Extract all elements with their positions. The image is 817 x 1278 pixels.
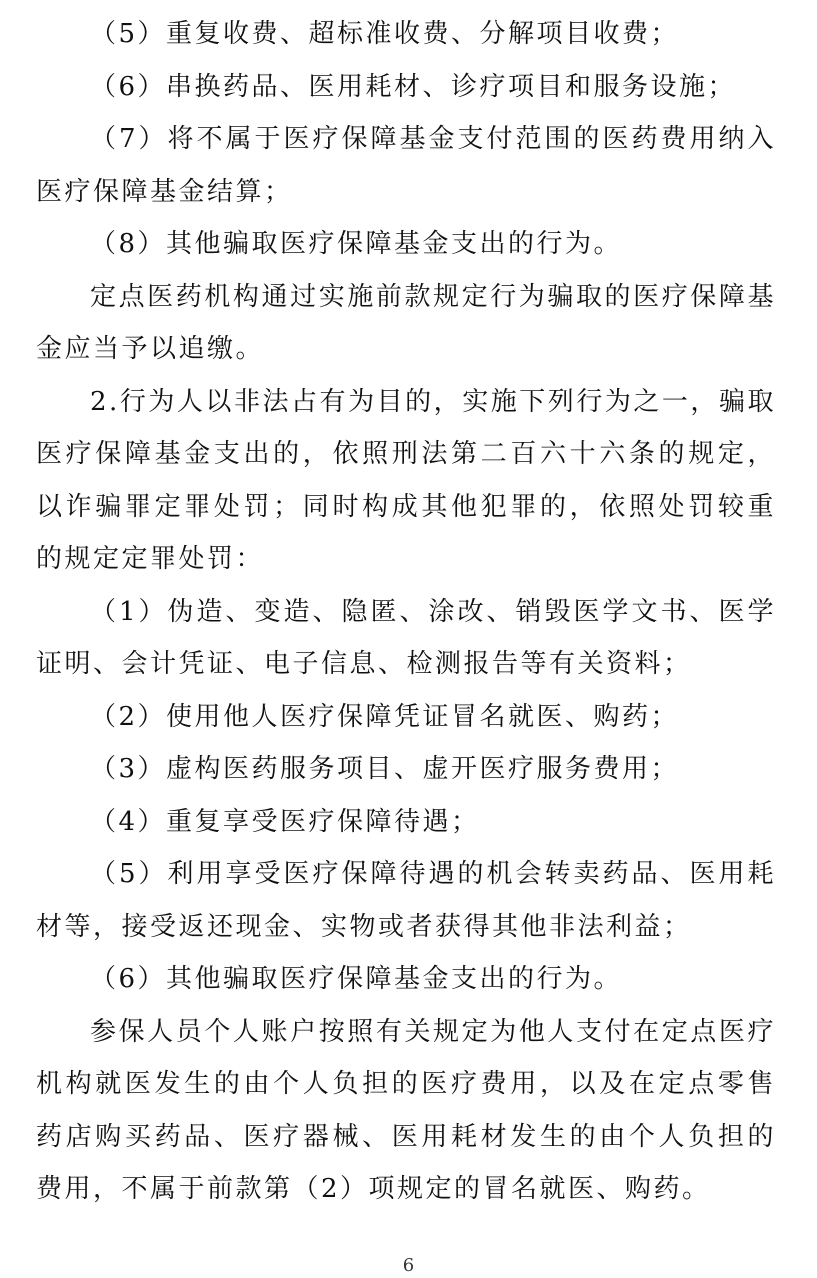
paragraph-recovery-clause: 定点医药机构通过实施前款规定行为骗取的医疗保障基金应当予以追缴。 — [36, 281, 776, 364]
paragraph-item-6-substitution: （6）串换药品、医用耗材、诊疗项目和服务设施； — [90, 71, 737, 102]
paragraph-item-7-out-of-scope-settlement: （7）将不属于医疗保障基金支付范围的医药费用纳入医疗保障基金结算； — [36, 124, 776, 207]
page-number: 6 — [402, 1255, 415, 1276]
paragraph-item-3-fictitious-services: （3）虚构医药服务项目、虚开医疗服务费用； — [90, 754, 680, 784]
paragraph-item-2-impersonation: （2）使用他人医疗保障凭证冒名就医、购药； — [90, 701, 680, 732]
paragraph-personal-account-clause: 参保人员个人账户按照有关规定为他人支付在定点医疗机构就医发生的由个人负担的医疗费用，以及在定点零售药店购买药品、医疗器械、医用耗材发生的由个人负担的费用，不属于前款第（2）项规定的冒名就医、购药。 — [36, 1016, 776, 1204]
document-body — [36, 8, 776, 1216]
paragraph-item-5-resale: （5）利用享受医疗保障待遇的机会转卖药品、医用耗材等，接受返还现金、实物或者获得其他非法利益； — [36, 859, 776, 942]
paragraph-item-5-duplicate-charges: （5）重复收费、超标准收费、分解项目收费； — [90, 19, 680, 49]
paragraph-section-2-intro: 2.行为人以非法占有为目的，实施下列行为之一，骗取医疗保障基金支出的，依照刑法第二百六十六条的规定，以诈骗罪定罪处罚；同时构成其他犯罪的，依照处罚较重的规定定罪处罚： — [36, 386, 776, 574]
paragraph-item-6-other-fraud: （6）其他骗取医疗保障基金支出的行为。 — [90, 964, 623, 994]
paragraph-item-4-duplicate-benefits: （4）重复享受医疗保障待遇； — [90, 806, 480, 837]
paragraph-item-1-forgery: （1）伪造、变造、隐匿、涂改、销毁医学文书、医学证明、会计凭证、电子信息、检测报告等有关资料； — [36, 596, 776, 679]
paragraph-item-8-other-fraud: （8）其他骗取医疗保障基金支出的行为。 — [90, 229, 623, 259]
